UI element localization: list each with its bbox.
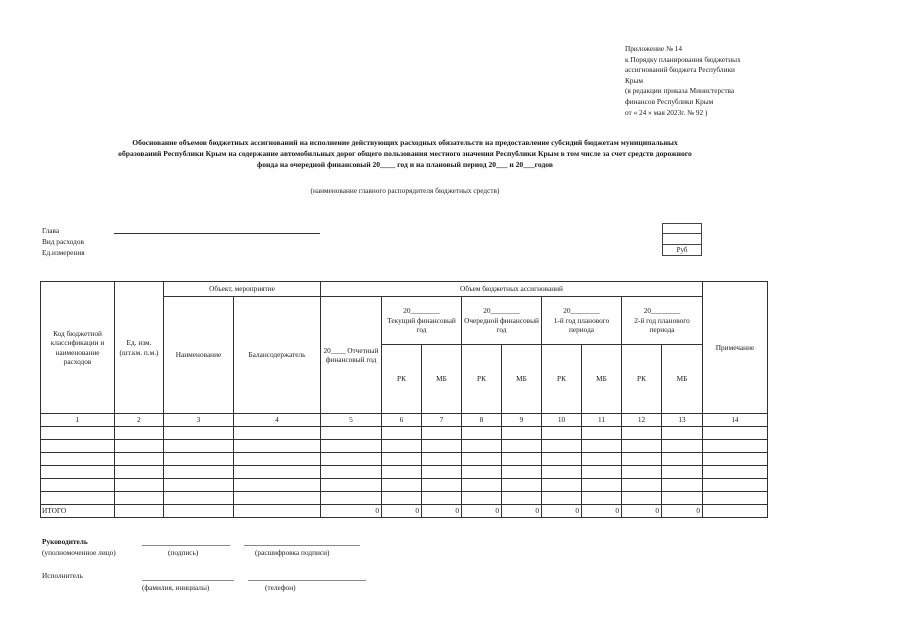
total-value: 0 (462, 505, 502, 518)
vid-code-box[interactable] (662, 234, 702, 245)
column-number: 8 (462, 414, 502, 427)
ed-izmereniya-label: Ед.измерения (42, 248, 85, 257)
header-next-year (462, 297, 542, 345)
signature-name-line[interactable] (244, 545, 360, 546)
signature-line[interactable] (142, 545, 230, 546)
column-number: 14 (703, 414, 768, 427)
header-volume: Объем бюджетных ассигнований (321, 282, 703, 297)
header-current-year-number: 20________ (403, 306, 440, 316)
appendix-line: финансов Республики Крым (625, 96, 714, 106)
glava-field-line[interactable] (114, 233, 320, 234)
header-plan-1-label: 1-й год планового периода (553, 315, 610, 335)
header-plan-1 (542, 297, 622, 345)
appendix-line: ассигнований бюджета Республики (625, 65, 735, 75)
column-number: 5 (321, 414, 382, 427)
document-title (40, 137, 770, 170)
column-number: 3 (164, 414, 234, 427)
header-object: Объект, мероприятие (164, 282, 321, 297)
header-mb: МБ (662, 345, 703, 414)
header-report-year: 20____ Отчетный финансовый год (321, 297, 382, 414)
table-row[interactable] (41, 492, 768, 505)
phone-caption: (телефон) (265, 583, 296, 592)
header-mb: МБ (422, 345, 462, 414)
header-current-year-label: Текущий финансовый год (387, 315, 456, 335)
total-value: 0 (502, 505, 542, 518)
header-current-year (382, 297, 462, 345)
header-plan-2-number: 20________ (643, 306, 681, 316)
total-value: 0 (542, 505, 582, 518)
column-number: 11 (582, 414, 622, 427)
appendix-note (625, 44, 805, 118)
table-row[interactable] (41, 440, 768, 453)
appendix-line: Крым (625, 75, 644, 85)
header-name: Наименование (164, 297, 234, 414)
column-number: 1 (41, 414, 115, 427)
budget-table (40, 281, 768, 518)
header-holder: Балансодержатель (234, 297, 321, 414)
total-row (41, 505, 768, 518)
column-number: 12 (622, 414, 662, 427)
rasshifrovka-caption: (расшифровка подписи) (255, 548, 330, 557)
header-mb: МБ (502, 345, 542, 414)
title-line-3: фонда на очередной финансовый 20____ год и на плановый период 20___ и 20___годов (256, 160, 554, 169)
table-row[interactable] (41, 479, 768, 492)
appendix-line: к Порядку планирования бюджетных (625, 54, 741, 64)
title-line-1: Обоснование объемов бюджетных ассигнований на исполнение действующих расходных обязательств на предоставление субсидий бюджетам муниципальных (132, 138, 678, 147)
currency-box: Руб (662, 245, 702, 256)
header-mb: МБ (582, 345, 622, 414)
header-plan-2 (622, 297, 703, 345)
total-label: ИТОГО (41, 505, 115, 518)
header-unit: Ед. изм. (шт.км. п.м.) (115, 282, 164, 414)
header-note: Примечание (703, 282, 768, 414)
total-value: 0 (582, 505, 622, 518)
podpis-caption: (подпись) (168, 548, 199, 557)
header-plan-2-label: 2-й год планового периода (634, 315, 690, 335)
appendix-line: от « 24 » мая 2023г. № 92 ) (625, 107, 708, 117)
header-rk: РК (462, 345, 502, 414)
column-number: 10 (542, 414, 582, 427)
column-number: 7 (422, 414, 462, 427)
appendix-line: (в редакции приказа Министерства (625, 86, 735, 96)
header-rk: РК (622, 345, 662, 414)
header-code: Код бюджетной классификации и наименование расходов (41, 282, 115, 414)
column-number: 9 (502, 414, 542, 427)
table-row[interactable] (41, 427, 768, 440)
header-rk: РК (542, 345, 582, 414)
header-plan-1-number: 20________ (563, 306, 600, 316)
executor-label: Исполнитель (42, 571, 83, 580)
column-number: 13 (662, 414, 703, 427)
column-number: 4 (234, 414, 321, 427)
ministry-name-caption: (наименование главного распорядителя бюджетных средств) (310, 186, 500, 195)
executor-name-line[interactable] (142, 580, 234, 581)
column-number: 2 (115, 414, 164, 427)
header-rk: РК (382, 345, 422, 414)
glava-label: Глава (42, 226, 60, 235)
total-value: 0 (382, 505, 422, 518)
fio-caption: (фамилия, инициалы) (142, 583, 210, 592)
executor-phone-line[interactable] (248, 580, 366, 581)
column-numbers-row (41, 414, 768, 427)
total-value: 0 (321, 505, 382, 518)
glava-code-box[interactable] (662, 223, 702, 234)
appendix-line: Приложение № 14 (625, 44, 683, 53)
head-sublabel: (уполномоченное лицо) (42, 548, 116, 557)
total-value: 0 (622, 505, 662, 518)
table-row[interactable] (41, 466, 768, 479)
total-value: 0 (422, 505, 462, 518)
header-next-year-label: Очередной финансовый год (464, 315, 539, 335)
total-value: 0 (662, 505, 703, 518)
vid-rashodov-label: Вид расходов (42, 237, 84, 246)
header-next-year-number: 20________ (483, 306, 520, 316)
head-label: Руководитель (42, 537, 88, 546)
column-number: 6 (382, 414, 422, 427)
table-row[interactable] (41, 453, 768, 466)
title-line-2: образований Республики Крым на содержание автомобильных дорог общего пользования местного значения Республики Крым в том числе за счет средств дорожного (118, 149, 692, 158)
